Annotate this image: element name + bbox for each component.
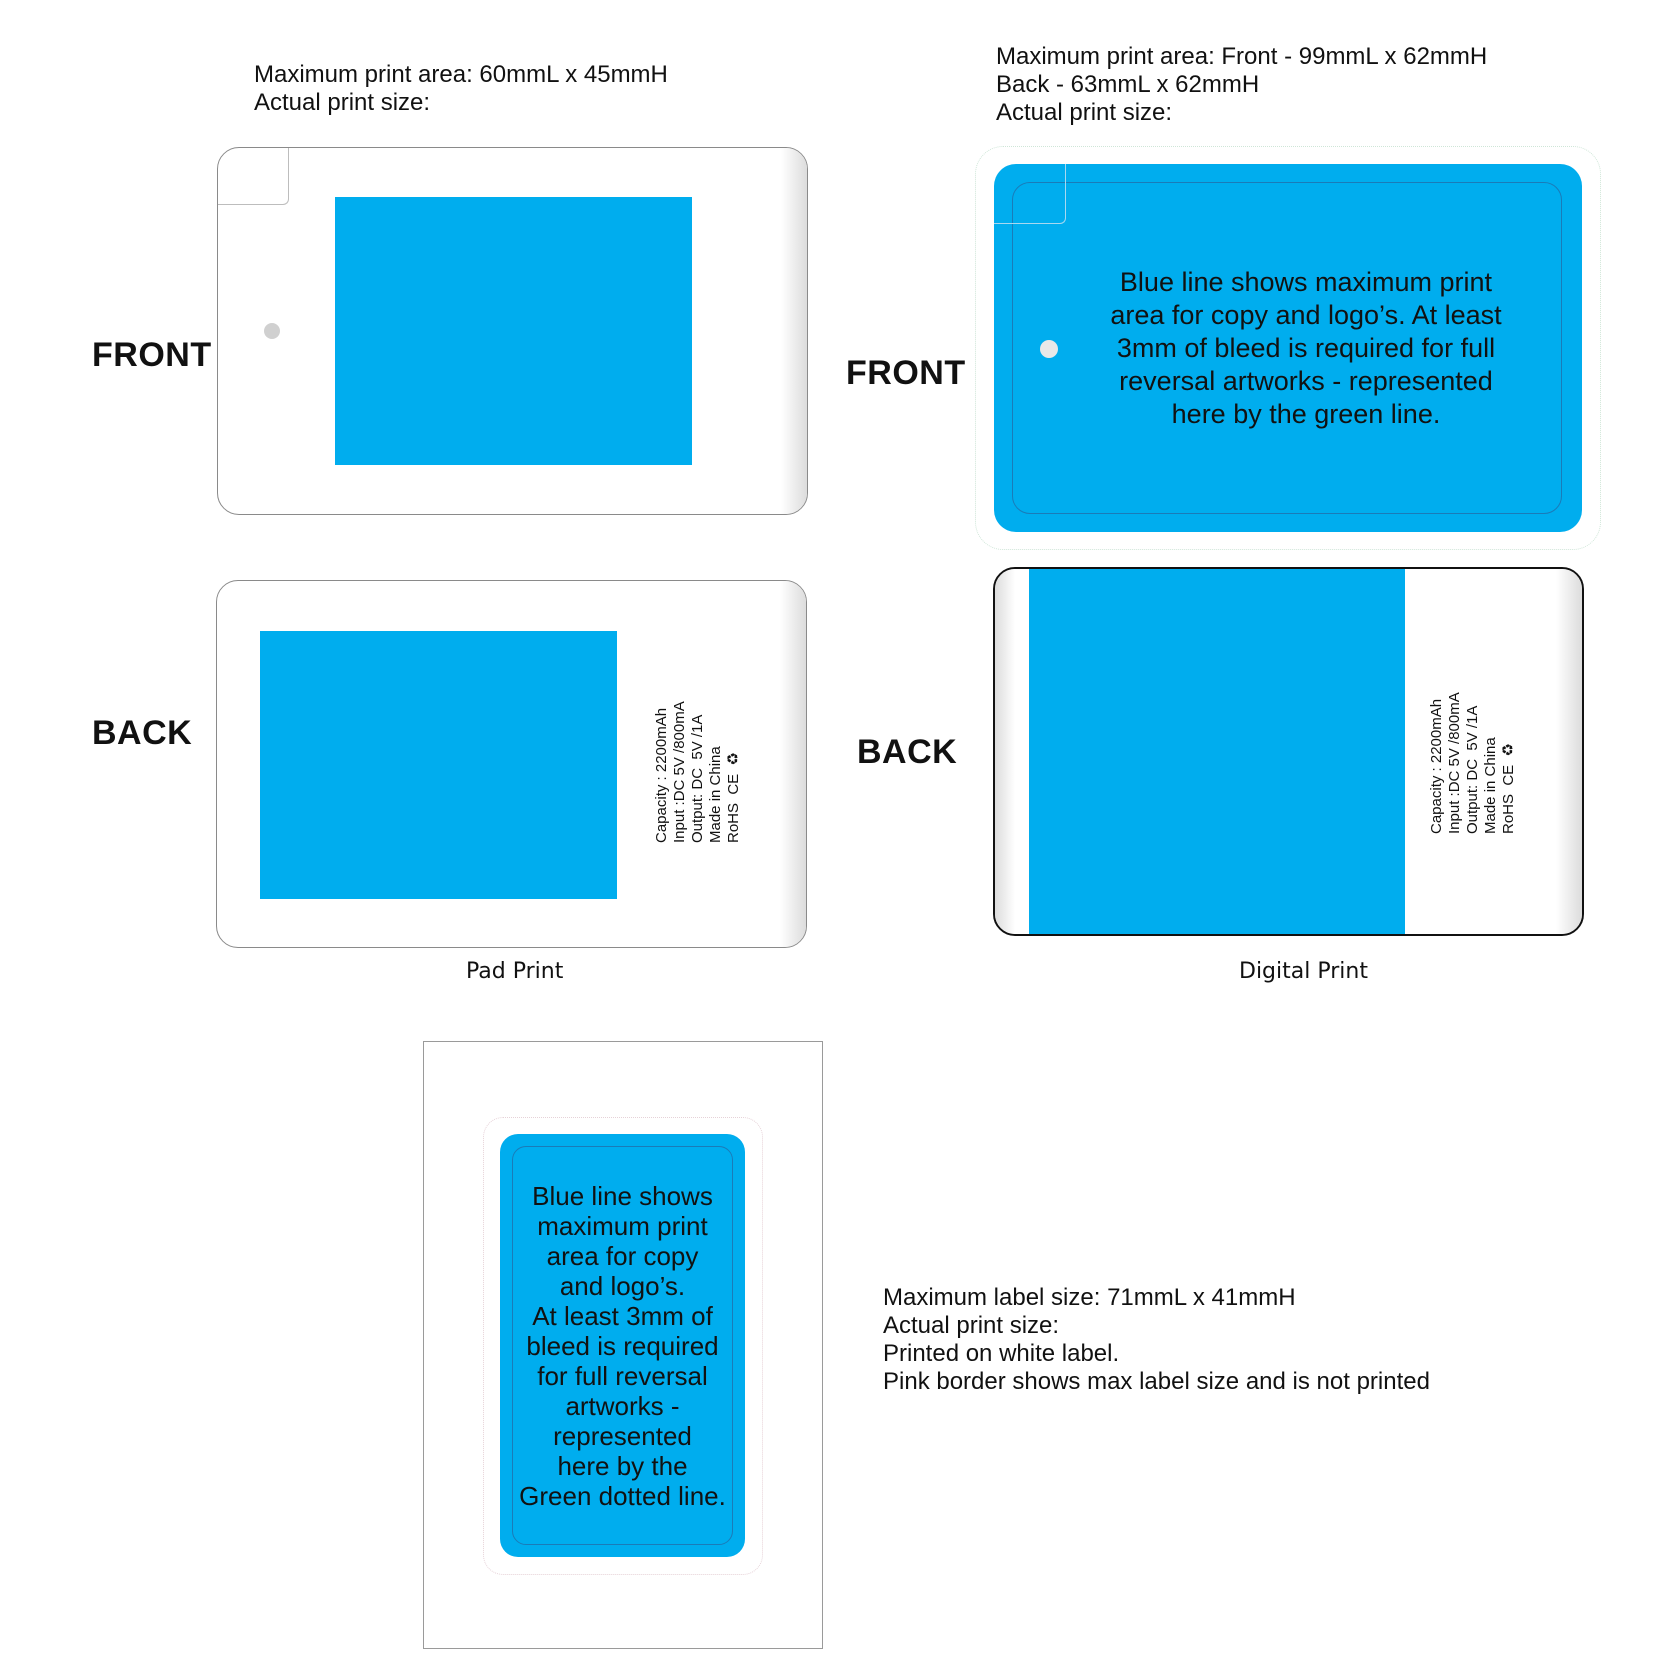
card-corner-notch	[994, 164, 1066, 224]
digital-front-print-area	[994, 164, 1582, 532]
pad-back-card	[216, 580, 807, 948]
pad-front-card	[217, 147, 808, 515]
digital-print-caption: Digital Print	[1239, 959, 1368, 984]
card-edge-shading	[781, 148, 807, 514]
pad-back-label: BACK	[92, 714, 193, 752]
label-size-note: Maximum label size: 71mmL x 41mmH Actual print size: Printed on white label. Pink border shows max label size and is not printed	[883, 1284, 1430, 1395]
led-indicator-icon	[264, 323, 280, 339]
digital-back-print-area	[1029, 569, 1405, 936]
pad-print-caption: Pad Print	[466, 959, 564, 984]
pad-front-print-area	[335, 197, 692, 465]
digital-back-card	[993, 567, 1584, 936]
pad-print-area-note: Maximum print area: 60mmL x 45mmH Actual print size:	[254, 61, 668, 116]
digital-back-spec-text: Capacity : 2200mAh Input :DC 5V /800mA Output: DC 5V /1A Made in China RoHS CE ♻	[1428, 692, 1517, 834]
digital-print-area-note: Maximum print area: Front - 99mmL x 62mmH Back - 63mmL x 62mmH Actual print size:	[996, 43, 1488, 126]
digital-back-label: BACK	[857, 733, 958, 771]
pad-back-print-area	[260, 631, 617, 899]
led-indicator-icon	[1040, 340, 1058, 358]
card-edge-shading	[780, 581, 806, 947]
digital-front-instructions: Blue line shows maximum print area for copy and logo’s. At least 3mm of bleed is required for full reversal artworks - represented here by the green line.	[1110, 267, 1502, 429]
card-corner-notch	[217, 147, 289, 205]
pad-back-spec-text: Capacity : 2200mAh Input :DC 5V /800mA Output: DC 5V /1A Made in China RoHS CE ♻	[653, 701, 742, 843]
card-edge-shading-left	[995, 569, 1015, 934]
card-edge-shading	[1556, 569, 1582, 934]
label-print-area	[500, 1134, 745, 1557]
label-instructions: Blue line shows maximum print area for copy and logo’s. At least 3mm of bleed is required for full reversal artworks - represented here by the Green dotted line.	[519, 1181, 726, 1511]
pad-front-label: FRONT	[92, 336, 212, 374]
digital-front-label: FRONT	[846, 354, 966, 392]
